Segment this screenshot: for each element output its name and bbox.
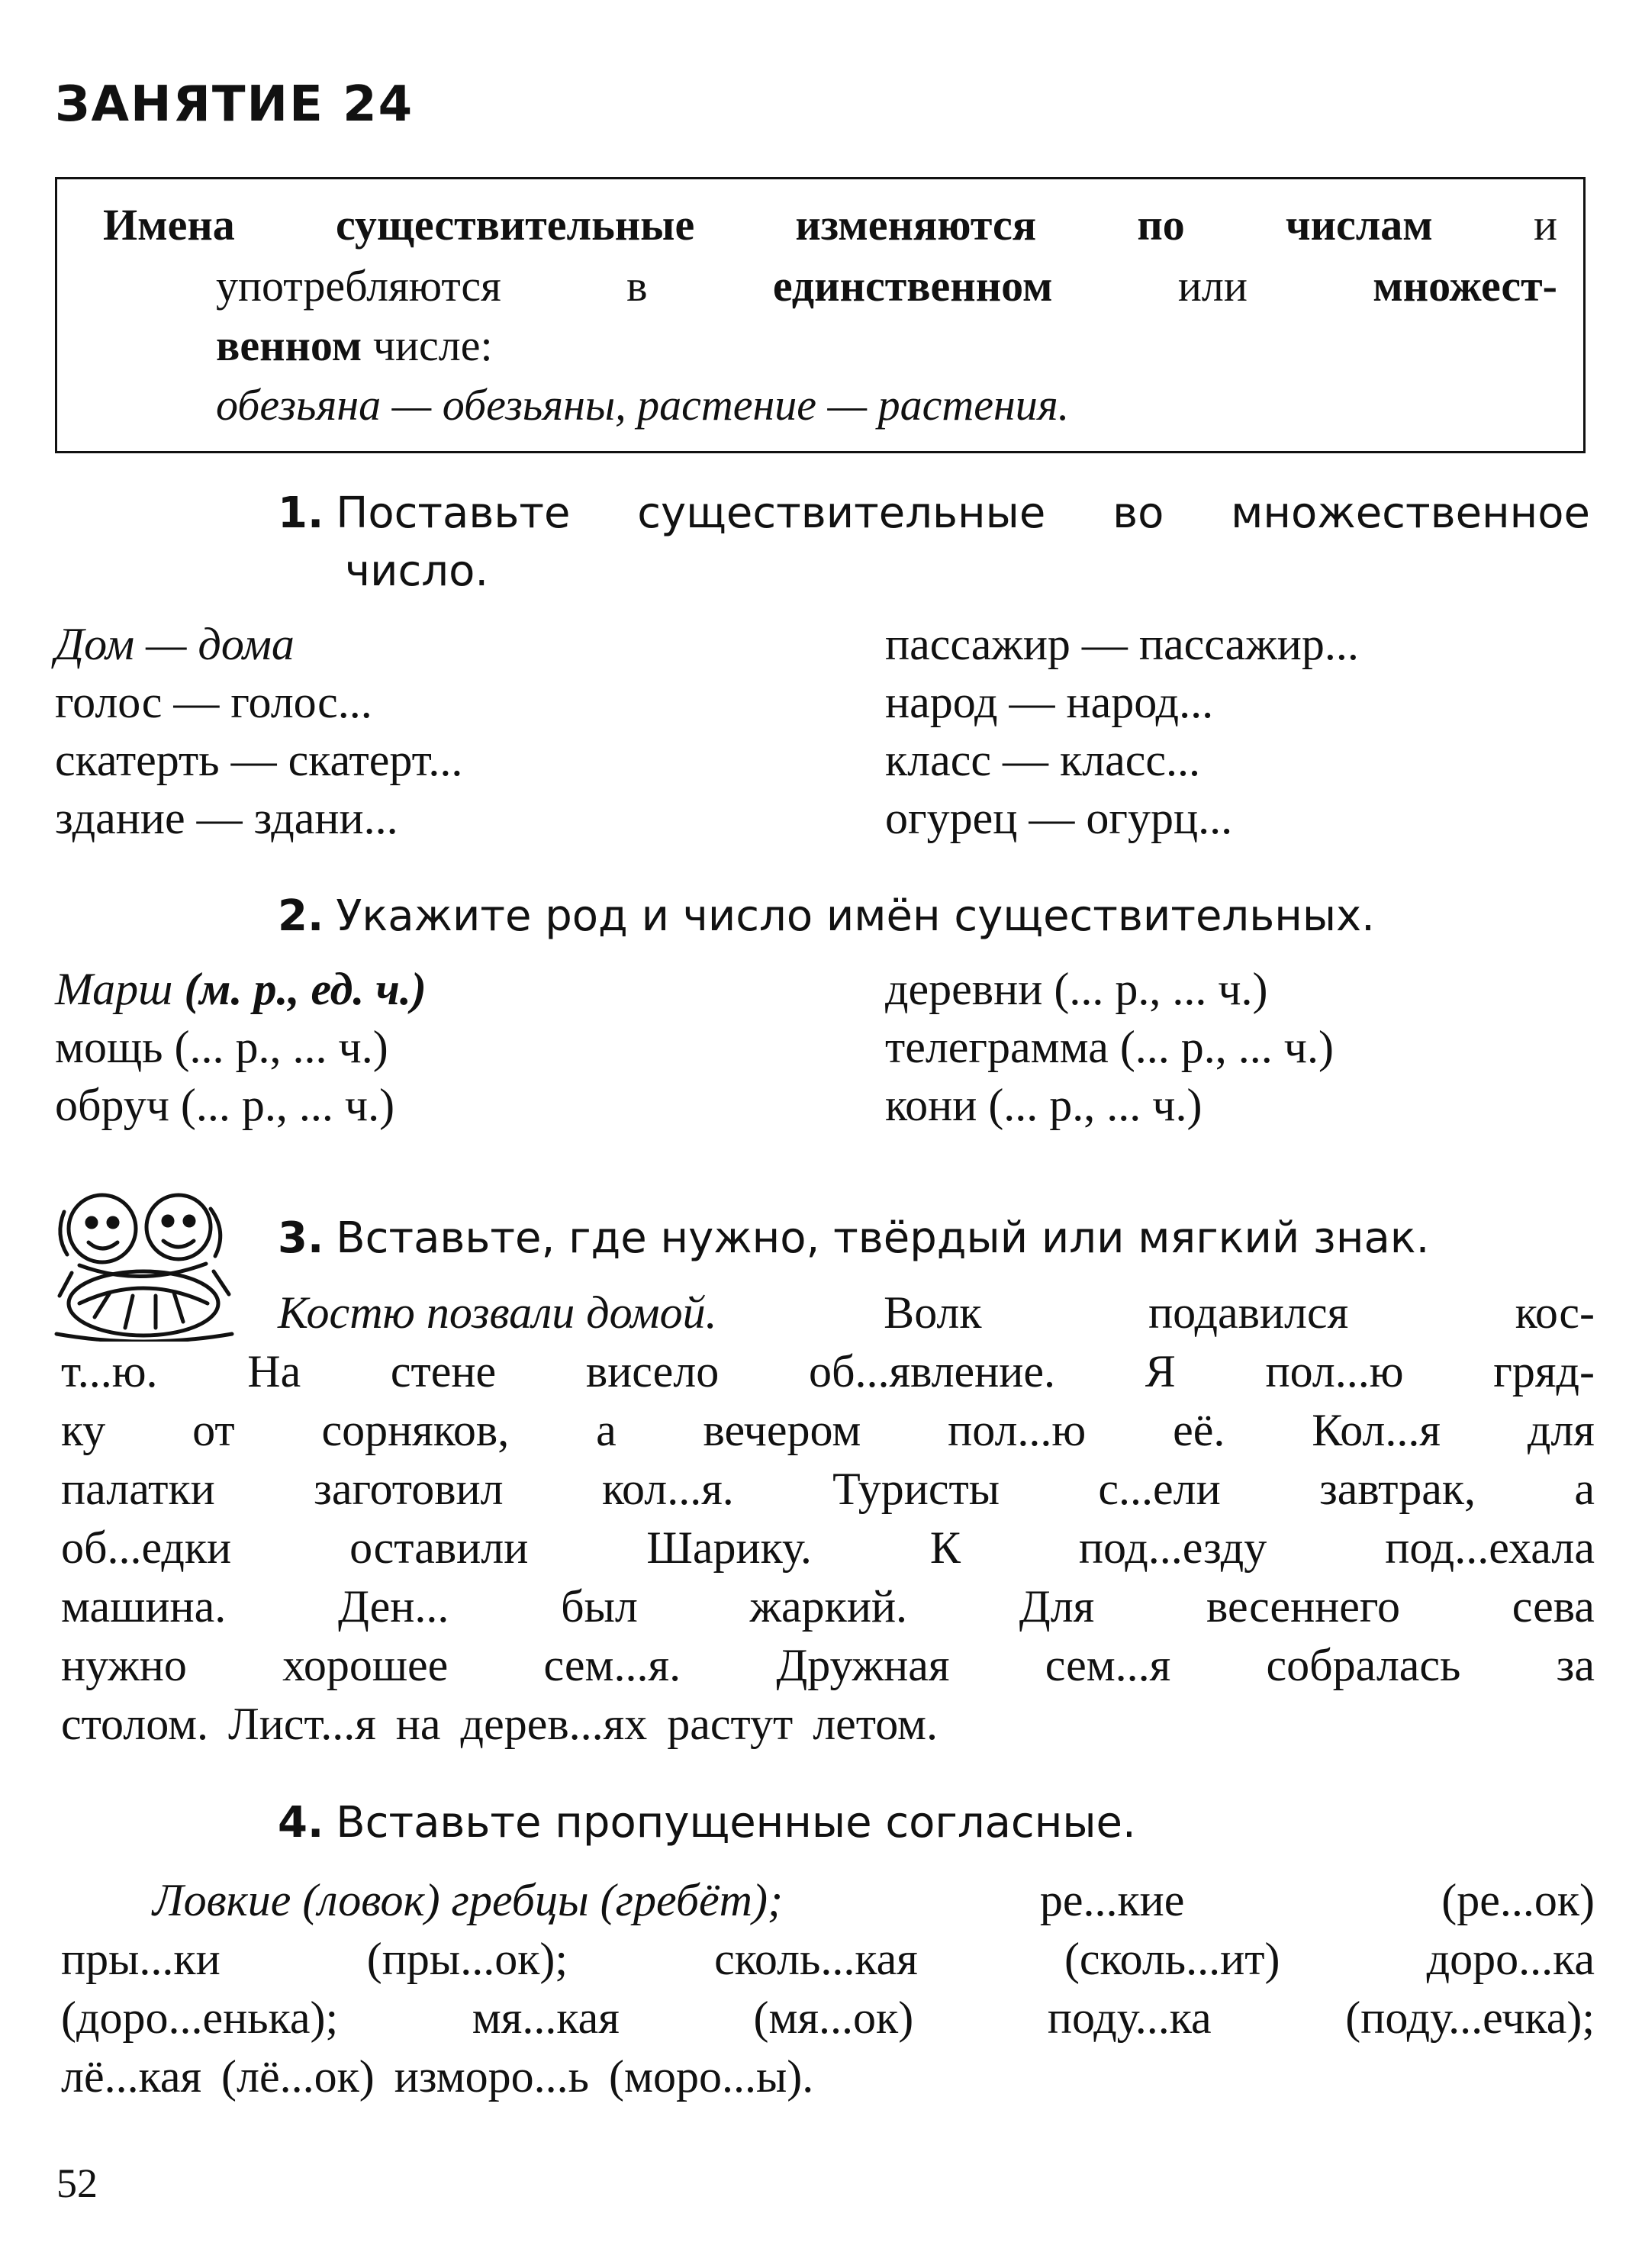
task4-word: поду...ка — [1047, 1993, 1212, 2043]
task1-example: Дом — дома — [55, 619, 295, 669]
task3-word: Кол...я — [1312, 1405, 1441, 1455]
task1-title-word: существительные — [637, 488, 1046, 538]
task3-word: сем...я. — [543, 1640, 681, 1690]
task3-word: весеннего — [1206, 1581, 1401, 1632]
rule-word: числе: — [362, 321, 493, 370]
task3-word: пол...ю — [948, 1405, 1087, 1455]
task4-word: (мя...ок) — [753, 1993, 914, 2043]
task3-title — [278, 1213, 1429, 1263]
task1-title-word: Поставьте — [336, 488, 571, 538]
rule-word: множест- — [1373, 261, 1557, 311]
task4-word: (сколь...ит) — [1064, 1934, 1280, 1984]
task3-word: Я — [1145, 1346, 1176, 1397]
task3-word: столом. — [61, 1699, 209, 1749]
task3-word: был — [561, 1581, 638, 1632]
task2-item: телеграмма (... р., ... ч.) — [885, 1022, 1334, 1072]
task3-word: пол...ю — [1265, 1346, 1404, 1397]
rule-word: употребляются — [216, 261, 501, 311]
task4-line-4 — [61, 2051, 1595, 2103]
task3-title-text: Вставьте, где нужно, твёрдый или мягкий знак. — [336, 1213, 1430, 1263]
task4-word: (ре...ок) — [1441, 1875, 1595, 1925]
task4-number: 4. — [278, 1798, 324, 1848]
task2-item: кони (... р., ... ч.) — [885, 1080, 1203, 1130]
task3-word: от — [192, 1405, 235, 1455]
page-number: 52 — [56, 2160, 98, 2206]
task1-item: голос — голос... — [55, 677, 372, 727]
task3-word: кос- — [1515, 1287, 1595, 1338]
rule-example: обезьяна — обезьяны, растение — растения. — [216, 380, 1070, 430]
rule-word: существительные — [335, 200, 695, 250]
task3-word: с...ели — [1098, 1464, 1221, 1514]
task4-word: (поду...ечка); — [1345, 1993, 1595, 2043]
task3-word: завтрак, — [1319, 1464, 1476, 1514]
task3-number: 3. — [278, 1213, 324, 1263]
task2-item: мощь (... р., ... ч.) — [55, 1022, 388, 1072]
task3-word: заготовил — [314, 1464, 504, 1514]
task2-example-word: Марш — [55, 964, 173, 1014]
task3-line-5 — [61, 1522, 1595, 1574]
task1-item: здание — здани... — [55, 793, 398, 843]
task1-item: пассажир — пассажир... — [885, 619, 1359, 669]
task3-word: нужно — [61, 1640, 187, 1690]
task3-word: летом. — [813, 1699, 939, 1749]
rule-word: числам — [1285, 200, 1433, 250]
rule-line-3 — [216, 320, 493, 371]
task3-word: ку — [61, 1405, 106, 1455]
task3-word: под...ехала — [1385, 1522, 1595, 1573]
task3-word: хорошее — [282, 1640, 449, 1690]
task3-word: оставили — [349, 1522, 529, 1573]
task1-item: народ — народ... — [885, 677, 1214, 727]
rule-word: изменяются — [795, 200, 1037, 250]
task3-word: за — [1556, 1640, 1595, 1690]
task3-word: висело — [585, 1346, 720, 1397]
task3-word: об...явление. — [808, 1346, 1056, 1397]
task3-word: Для — [1019, 1581, 1095, 1632]
rule-word: по — [1137, 200, 1185, 250]
task3-word: об...едки — [61, 1522, 232, 1573]
task4-word: (доро...енька); — [61, 1993, 339, 2043]
task2-title-text: Укажите род и число имён существительных. — [336, 891, 1375, 941]
task3-word: вечером — [703, 1405, 861, 1455]
task2-item: деревни (... р., ... ч.) — [885, 964, 1268, 1014]
task3-word: палатки — [61, 1464, 215, 1514]
task1-title-line-2: число. — [345, 546, 489, 596]
task3-word: Шарику. — [646, 1522, 812, 1573]
task2-number: 2. — [278, 891, 324, 941]
task3-word: растут — [667, 1699, 794, 1749]
rule-word: единственном — [772, 261, 1053, 311]
task4-line-2 — [61, 1933, 1595, 1986]
task4-word: доро...ка — [1426, 1934, 1595, 1984]
task3-word: дерев...ях — [460, 1699, 648, 1749]
task3-word: К — [929, 1522, 961, 1573]
rule-word: Имена — [103, 200, 235, 250]
task3-word: подавился — [1148, 1287, 1349, 1338]
rule-line-2 — [216, 260, 1557, 311]
task3-line-6 — [61, 1580, 1595, 1633]
task4-title — [278, 1798, 1136, 1848]
task3-word: сева — [1512, 1581, 1595, 1632]
task2-example — [55, 963, 427, 1016]
task4-example: Ловкие (ловок) гребцы (гребёт); — [153, 1875, 783, 1925]
task1-number: 1. — [278, 488, 324, 538]
task3-word: на — [395, 1699, 441, 1749]
task3-word: её. — [1173, 1405, 1225, 1455]
task2-example-tag: (м. р., ед. ч.) — [184, 964, 427, 1014]
task4-word: сколь...кая — [714, 1934, 918, 1984]
task3-word: а — [596, 1405, 617, 1455]
rule-line-1 — [103, 199, 1557, 250]
task1-title-word: множественное — [1231, 488, 1590, 538]
task3-example: Костю позвали домой. — [278, 1287, 717, 1338]
task4-word: пры...ки — [61, 1934, 221, 1984]
rule-word: венном — [216, 321, 362, 370]
task3-word: собралась — [1266, 1640, 1461, 1690]
task4-line-1 — [153, 1874, 1595, 1927]
task1-item: класс — класс... — [885, 735, 1200, 785]
task3-word: для — [1527, 1405, 1595, 1455]
task3-word: Туристы — [832, 1464, 1000, 1514]
task1-title-line-1 — [278, 488, 1590, 538]
task4-word: мя...кая — [472, 1993, 620, 2043]
task3-word: Дружная — [776, 1640, 950, 1690]
task2-title — [278, 891, 1375, 941]
task3-line-4 — [61, 1463, 1595, 1516]
task4-word: лё...кая — [61, 2051, 202, 2102]
task3-line-8 — [61, 1698, 1595, 1751]
task3-word: кол...я. — [601, 1464, 734, 1514]
task3-line-2 — [61, 1345, 1595, 1398]
task4-word: изморо...ь — [394, 2051, 590, 2102]
task1-item: огурец — огурц... — [885, 793, 1233, 843]
task3-word: под...езду — [1078, 1522, 1267, 1573]
task3-word: Лист...я — [228, 1699, 376, 1749]
rule-word: или — [1177, 261, 1248, 311]
task4-word: (лё...ок) — [221, 2051, 375, 2102]
task4-word: (пры...ок); — [366, 1934, 568, 1984]
task3-line-1 — [278, 1287, 1595, 1339]
task3-word: жаркий. — [749, 1581, 908, 1632]
task3-word: машина. — [61, 1581, 227, 1632]
rule-word: и — [1533, 200, 1557, 250]
task4-line-3 — [61, 1992, 1595, 2044]
task4-title-text: Вставьте пропущенные согласные. — [336, 1798, 1136, 1848]
rule-box — [55, 177, 1586, 453]
task3-word: сорняков, — [321, 1405, 510, 1455]
task3-line-7 — [61, 1639, 1595, 1692]
task1-title-word: во — [1112, 488, 1164, 538]
task2-item: обруч (... р., ... ч.) — [55, 1080, 395, 1130]
mascot-illustration — [49, 1181, 240, 1342]
task3-word: стене — [390, 1346, 497, 1397]
lesson-title: ЗАНЯТИЕ 24 — [55, 76, 414, 133]
task3-word: т...ю. — [61, 1346, 158, 1397]
task3-word: Ден... — [337, 1581, 449, 1632]
task4-word: ре...кие — [1039, 1875, 1185, 1925]
task3-word: На — [247, 1346, 301, 1397]
task3-line-3 — [61, 1404, 1595, 1457]
task3-word: Волк — [884, 1287, 982, 1338]
task3-word: гряд- — [1493, 1346, 1595, 1397]
rule-word: в — [626, 261, 648, 311]
task1-item: скатерть — скатерт... — [55, 735, 463, 785]
task3-word: а — [1574, 1464, 1595, 1514]
task3-word: сем...я — [1045, 1640, 1171, 1690]
task4-word: (моро...ы). — [609, 2051, 814, 2102]
